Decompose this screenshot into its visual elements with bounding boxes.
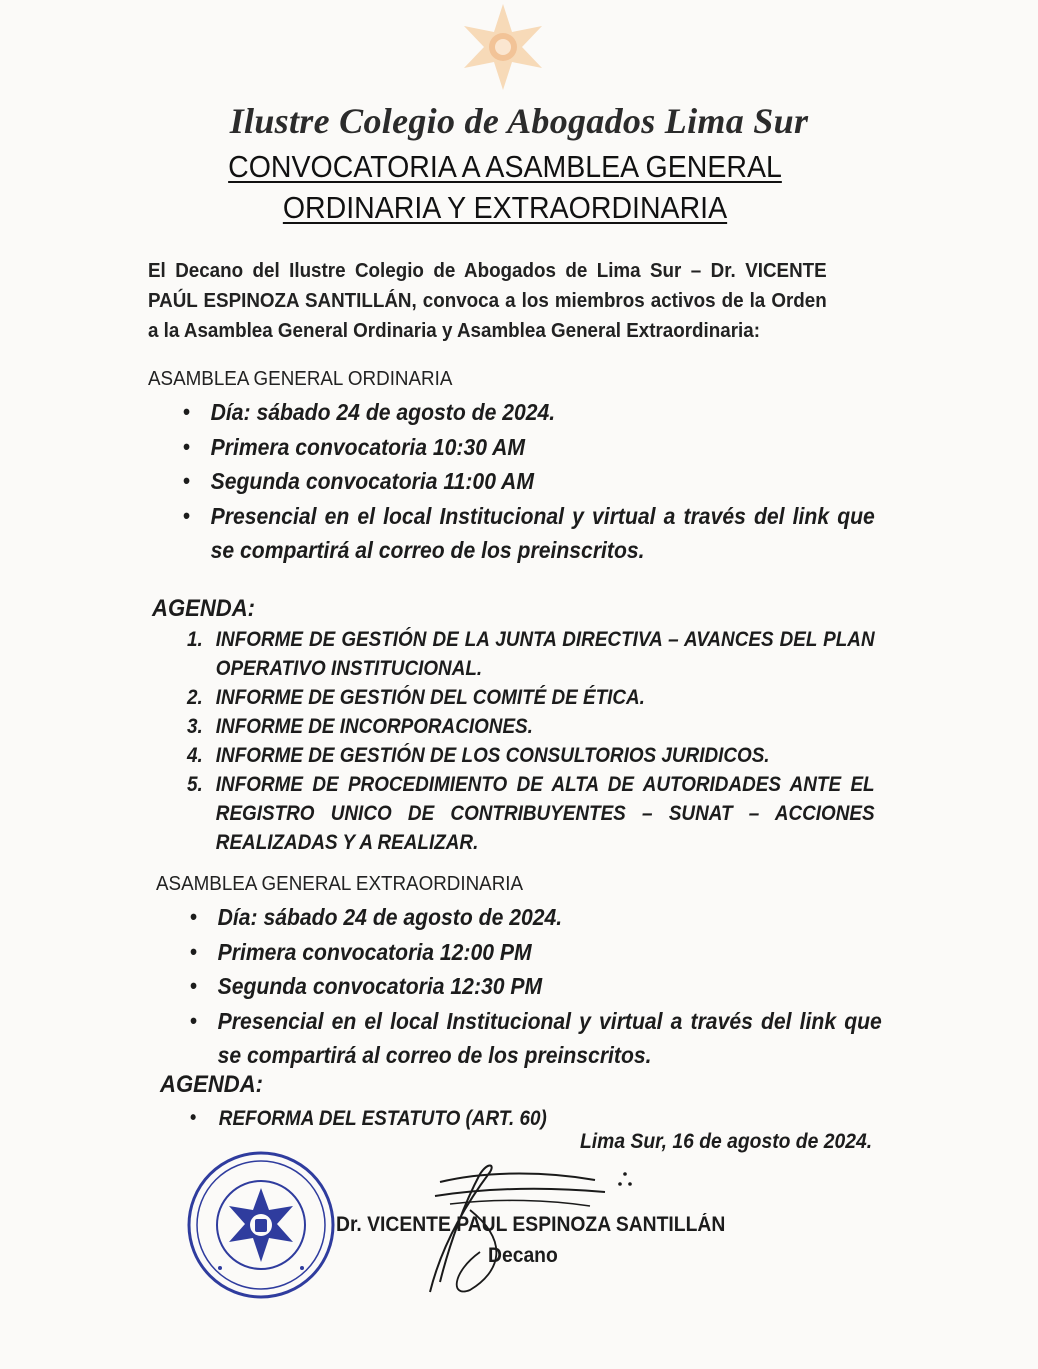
ordinaria-agenda-list bbox=[187, 625, 875, 857]
title-line-1: CONVOCATORIA A ASAMBLEA GENERAL bbox=[228, 149, 782, 184]
agenda-text: INFORME DE INCORPORACIONES. bbox=[215, 715, 533, 738]
list-item: • Día: sábado 24 de agosto de 2024. bbox=[183, 395, 875, 430]
crest-star-icon bbox=[448, 2, 558, 92]
agenda-text: INFORME DE GESTIÓN DE LA JUNTA DIRECTIVA – AVANCES DEL PLAN OPERATIVO INSTITUCIONAL. bbox=[215, 628, 875, 680]
intro-name: VICENTE PAÚL ESPINOZA SANTILLÁN bbox=[148, 260, 827, 312]
list-item: • Presencial en el local Institucional y virtual a través del link que se compartirá al correo de los preinscritos. bbox=[183, 499, 875, 568]
ordinaria-details bbox=[183, 395, 875, 568]
extraordinaria-agenda-list bbox=[190, 1104, 658, 1133]
agenda-text: REFORMA DEL ESTATUTO (ART. 60) bbox=[218, 1107, 547, 1130]
bullet-icon: • bbox=[190, 1107, 197, 1129]
agenda-text: INFORME DE GESTIÓN DE LOS CONSULTORIOS JURIDICOS. bbox=[215, 744, 770, 767]
signer-name: Dr. VICENTE PAUL ESPINOZA SANTILLÁN bbox=[336, 1213, 726, 1236]
agenda-number: 5. bbox=[187, 773, 203, 796]
title-line-2: ORDINARIA Y EXTRAORDINARIA bbox=[282, 190, 728, 225]
intro-text-start: El Decano del Ilustre Colegio de Abogados de Lima Sur – Dr. bbox=[148, 260, 746, 282]
extraordinaria-details bbox=[190, 900, 882, 1073]
extraordinaria-heading: ASAMBLEA GENERAL EXTRAORDINARIA bbox=[156, 873, 524, 895]
agenda-item bbox=[187, 625, 875, 683]
intro-text-end: , convoca a los miembros activos de la Orden a la Asamblea General Ordinaria y Asamblea General Extraordinaria: bbox=[148, 290, 827, 342]
ordinaria-heading: ASAMBLEA GENERAL ORDINARIA bbox=[148, 368, 453, 390]
agenda-item bbox=[187, 741, 875, 770]
dateline: Lima Sur, 16 de agosto de 2024. bbox=[580, 1130, 873, 1153]
agenda-number: 4. bbox=[187, 744, 203, 767]
agenda-number: 1. bbox=[187, 628, 203, 651]
signer-role: Decano bbox=[488, 1244, 558, 1267]
extraordinaria-agenda-title: AGENDA: bbox=[160, 1071, 264, 1098]
list-item: • Día: sábado 24 de agosto de 2024. bbox=[190, 900, 882, 935]
agenda-item bbox=[187, 683, 875, 712]
agenda-item bbox=[190, 1104, 658, 1133]
agenda-text: INFORME DE PROCEDIMIENTO DE ALTA DE AUTORIDADES ANTE EL REGISTRO UNICO DE CONTRIBUYENTES – SUNAT – ACCIONES REALIZADAS Y A REALIZAR. bbox=[215, 773, 875, 854]
official-seal-icon bbox=[186, 1150, 336, 1300]
intro-paragraph bbox=[148, 256, 827, 346]
ordinaria-agenda-title: AGENDA: bbox=[152, 595, 256, 622]
agenda-number: 2. bbox=[187, 686, 203, 709]
institution-title: Ilustre Colegio de Abogados Lima Sur bbox=[229, 101, 809, 141]
agenda-item bbox=[187, 770, 875, 857]
list-item: • Primera convocatoria 10:30 AM bbox=[183, 430, 875, 465]
document-title bbox=[40, 146, 969, 228]
list-item: • Primera convocatoria 12:00 PM bbox=[190, 935, 882, 970]
list-item: • Presencial en el local Institucional y virtual a través del link que se compartirá al correo de los preinscritos. bbox=[190, 1004, 882, 1073]
agenda-number: 3. bbox=[187, 715, 203, 738]
agenda-text: INFORME DE GESTIÓN DEL COMITÉ DE ÉTICA. bbox=[215, 686, 645, 709]
agenda-item bbox=[187, 712, 875, 741]
list-item: • Segunda convocatoria 12:30 PM bbox=[190, 969, 882, 1004]
list-item: • Segunda convocatoria 11:00 AM bbox=[183, 464, 875, 499]
